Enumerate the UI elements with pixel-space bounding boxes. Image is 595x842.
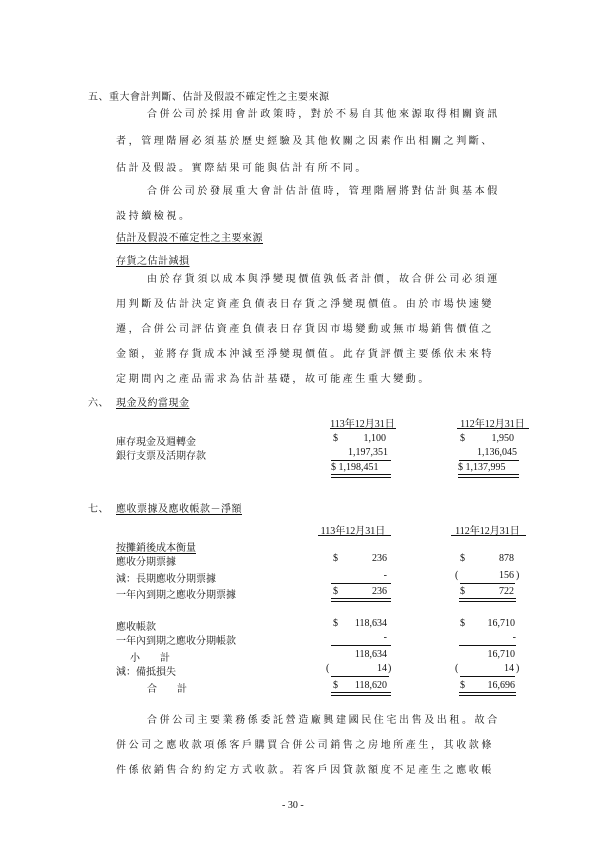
section-5-para3-line3: 遷，合併公司評估資產負債表日存貨因市場變動或無市場銷售價值之 (116, 324, 494, 335)
section-7-col2-header: 112年12月31日 (455, 526, 520, 537)
section-6-row1-c2: 1,950 (491, 433, 514, 444)
section-7-notes-net-c1-dollar: $ (333, 586, 338, 597)
section-7-notes-net-label: 一年內到期之應收分期票據 (116, 590, 236, 601)
section-6-col1-header: 113年12月31日 (330, 419, 395, 430)
section-5-para1-line3: 估計及假設。實際結果可能與估計有所不同。 (116, 163, 368, 174)
section-7-notes-c1: 236 (372, 553, 387, 564)
section-6-total-c2: $ 1,137,995 (458, 462, 506, 473)
section-7-total-c2: 16,696 (487, 680, 515, 691)
section-7-ar-inst-c1: - (383, 632, 387, 643)
section-7-total-c1: 118,620 (354, 680, 387, 691)
section-7-para-line1: 合併公司主要業務係委託營造廠興建國民住宅出售及出租。故合 (147, 715, 500, 726)
section-7-subtotal-c1: 118,634 (354, 649, 387, 660)
section-7-total-c2-dollar: $ (460, 680, 465, 691)
section-7-subtotal-label: 小 計 (130, 653, 170, 664)
section-6-heading: 現金及約當現金 (116, 398, 190, 409)
section-7-less-long-label: 減：長期應收分期票據 (116, 574, 216, 585)
section-6-row1-c1-dollar: $ (333, 433, 338, 444)
section-5-para2-line1: 合併公司於發展重大會計估計值時，管理階層將對估計與基本假 (147, 186, 500, 197)
section-5-subsubheading: 存貨之估計減損 (116, 256, 190, 267)
section-7-heading: 應收票據及應收帳款－淨額 (116, 504, 242, 515)
section-6-row1-c1: 1,100 (363, 433, 386, 444)
section-7-subtotal-c2: 16,710 (487, 649, 515, 660)
section-7-total-c1-dollar: $ (333, 680, 338, 691)
section-7-ar-inst-c2: - (512, 632, 516, 643)
section-7-allowance-c2: 14 (504, 663, 514, 674)
section-7-less-long-c1: - (383, 570, 387, 581)
section-5-subheading: 估計及假設不確定性之主要來源 (116, 233, 263, 244)
section-5-para3-line1: 由於存貨須以成本與淨變現價值孰低者計價，故合併公司必須運 (147, 274, 500, 285)
section-7-notes-label: 應收分期票據 (116, 557, 176, 568)
section-7-para-line3: 件係依銷售合約約定方式收款。若客戶因貸款額度不足產生之應收帳 (116, 765, 494, 776)
section-6-row2-c2: 1,136,045 (477, 447, 517, 458)
section-5-heading: 五、重大會計判斷、估計及假設不確定性之主要來源 (88, 92, 330, 103)
section-7-notes-c2: 878 (499, 553, 514, 564)
section-5-para3-line2: 用判斷及估計決定資產負債表日存貨之淨變現價值。由於市場快速變 (116, 299, 494, 310)
section-7-notes-net-c2-dollar: $ (460, 586, 465, 597)
section-5-para3-line5: 定期間內之產品需求為估計基礎，故可能產生重大變動。 (116, 374, 431, 385)
section-7-number: 七、 (88, 504, 109, 515)
section-6-row2-c1: 1,197,351 (348, 447, 388, 458)
section-7-group-label: 按攤銷後成本衡量 (116, 543, 196, 554)
section-7-ar-label: 應收帳款 (116, 622, 156, 633)
section-7-notes-c2-dollar: $ (460, 553, 465, 564)
section-7-notes-net-c1: 236 (372, 586, 387, 597)
section-7-ar-c1: 118,634 (354, 618, 387, 629)
section-5-para2-line2: 設持續檢視。 (116, 211, 192, 222)
section-7-col1-header: 113年12月31日 (320, 526, 386, 537)
section-7-ar-inst-label: 一年內到期之應收分期帳款 (116, 636, 236, 647)
section-6-row2-label: 銀行支票及活期存款 (116, 451, 206, 462)
section-6-total-c1: $ 1,198,451 (331, 462, 379, 473)
section-7-allowance-label: 減：備抵損失 (116, 667, 176, 678)
section-7-ar-c2-dollar: $ (460, 618, 465, 629)
section-7-notes-net-c2: 722 (499, 586, 514, 597)
page-number: - 30 - (282, 800, 304, 811)
section-7-para-line2: 併公司之應收款項係客戶購買合併公司銷售之房地所產生，其收款條 (116, 740, 494, 751)
section-7-total-label: 合 計 (147, 684, 187, 695)
section-6-row1-c2-dollar: $ (460, 433, 465, 444)
section-6-col2-header: 112年12月31日 (460, 419, 525, 430)
section-5-para1-line1: 合併公司於採用會計政策時，對於不易自其他來源取得相關資訊 (147, 109, 500, 120)
section-7-allowance-c1: 14 (377, 663, 387, 674)
section-7-notes-c1-dollar: $ (333, 553, 338, 564)
section-7-ar-c2: 16,710 (487, 618, 515, 629)
section-6-row1-label: 庫存現金及週轉金 (116, 437, 196, 448)
section-7-ar-c1-dollar: $ (333, 618, 338, 629)
section-5-para3-line4: 金額，並將存貨成本沖減至淨變現價值。此存貨評價主要係依未來特 (116, 349, 494, 360)
section-5-para1-line2: 者，管理階層必須基於歷史經驗及其他攸關之因素作出相關之判斷、 (116, 136, 494, 147)
section-6-number: 六、 (88, 398, 109, 409)
section-7-less-long-c2: 156 (499, 570, 514, 581)
